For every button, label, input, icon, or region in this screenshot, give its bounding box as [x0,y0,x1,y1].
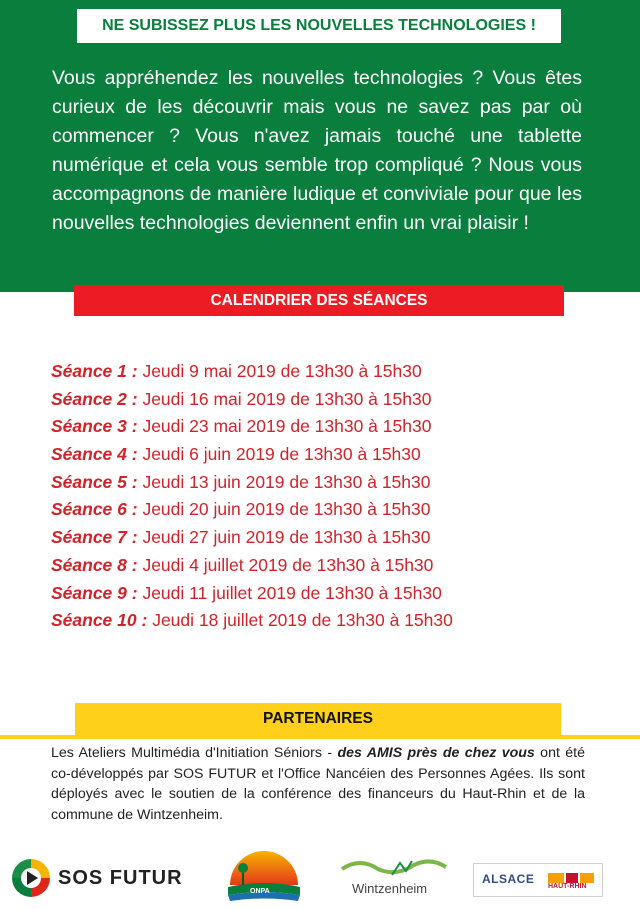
alsace-name: ALSACE [482,872,535,886]
page-title: NE SUBISSEZ PLUS LES NOUVELLES TECHNOLOGIES ! [102,17,536,34]
session-item [51,358,453,386]
session-date: Jeudi 23 mai 2019 de 13h30 à 15h30 [142,416,432,437]
session-date: Jeudi 18 juillet 2019 de 13h30 à 15h30 [152,610,453,631]
partners-divider [0,735,640,739]
session-item [51,413,453,441]
wintzenheim-logo-icon [340,855,448,881]
page-title-banner [77,9,561,43]
session-item [51,441,453,469]
intro-paragraph: Vous appréhendez les nouvelles technologies ? Vous êtes curieux de les découvrir mais vous ne savez pas par où commencer ? Vous n'avez jamais touché une tablette numérique et cela vous semble trop compliqué ? Nous vous accompagnons de manière ludique et conviviale pour que les nouvelles technologies deviennent enfin un vrai plaisir ! [52,67,582,234]
partners-title: PARTENAIRES [263,710,373,727]
session-label: Séance 3 : [51,416,138,437]
session-date: Jeudi 9 mai 2019 de 13h30 à 15h30 [142,361,422,381]
calendar-title: CALENDRIER DES SÉANCES [210,291,428,309]
session-date: Jeudi 20 juin 2019 de 13h30 à 15h30 [142,499,431,520]
sos-futur-logo-icon [10,857,52,899]
session-label: Séance 2 : [51,388,138,409]
partners-title-banner [75,703,561,735]
session-item [51,469,453,497]
session-date: Jeudi 27 juin 2019 de 13h30 à 15h30 [142,527,431,548]
session-label: Séance 5 : [51,471,138,492]
wintzenheim-name: Wintzenheim [352,881,428,896]
partner-logos [0,845,640,905]
session-date: Jeudi 4 juillet 2019 de 13h30 à 15h30 [142,554,434,575]
calendar-title-banner [74,285,564,316]
session-item [51,580,453,608]
sos-futur-name: SOS FUTUR [58,867,183,889]
partners-text-emphasis: des AMIS près de chez vous [337,745,535,761]
session-label: Séance 1 : [51,361,138,381]
session-item [51,496,453,524]
session-item [51,524,453,552]
session-date: Jeudi 11 juillet 2019 de 13h30 à 15h30 [142,582,442,603]
session-label: Séance 8 : [51,554,138,575]
haut-rhin-name: HAUT-RHIN [548,883,587,890]
session-date: Jeudi 13 juin 2019 de 13h30 à 15h30 [142,471,431,492]
onpa-name: ONPA [250,888,270,895]
session-list [51,358,453,635]
session-item [51,552,453,580]
session-date: Jeudi 6 juin 2019 de 13h30 à 15h30 [142,444,421,465]
session-label: Séance 7 : [51,527,138,548]
session-item [51,386,453,414]
session-label: Séance 6 : [51,499,138,520]
session-label: Séance 4 : [51,444,138,465]
session-label: Séance 10 : [51,610,148,631]
session-date: Jeudi 16 mai 2019 de 13h30 à 15h30 [142,388,432,409]
session-item [51,607,453,635]
partners-text-intro: Les Ateliers Multimédia d'Initiation Séniors - [51,745,338,761]
partners-paragraph [51,743,585,825]
partners-text-rest: ont été co-développés par SOS FUTUR et l'Office Nancéien des Personnes Agées. Ils sont déployés avec le soutien de la conférence des financeurs du Haut-Rhin et de la commune de Wintzenheim. [51,745,585,823]
session-label: Séance 9 : [51,582,138,603]
alsace-haut-rhin-logo [473,863,603,897]
